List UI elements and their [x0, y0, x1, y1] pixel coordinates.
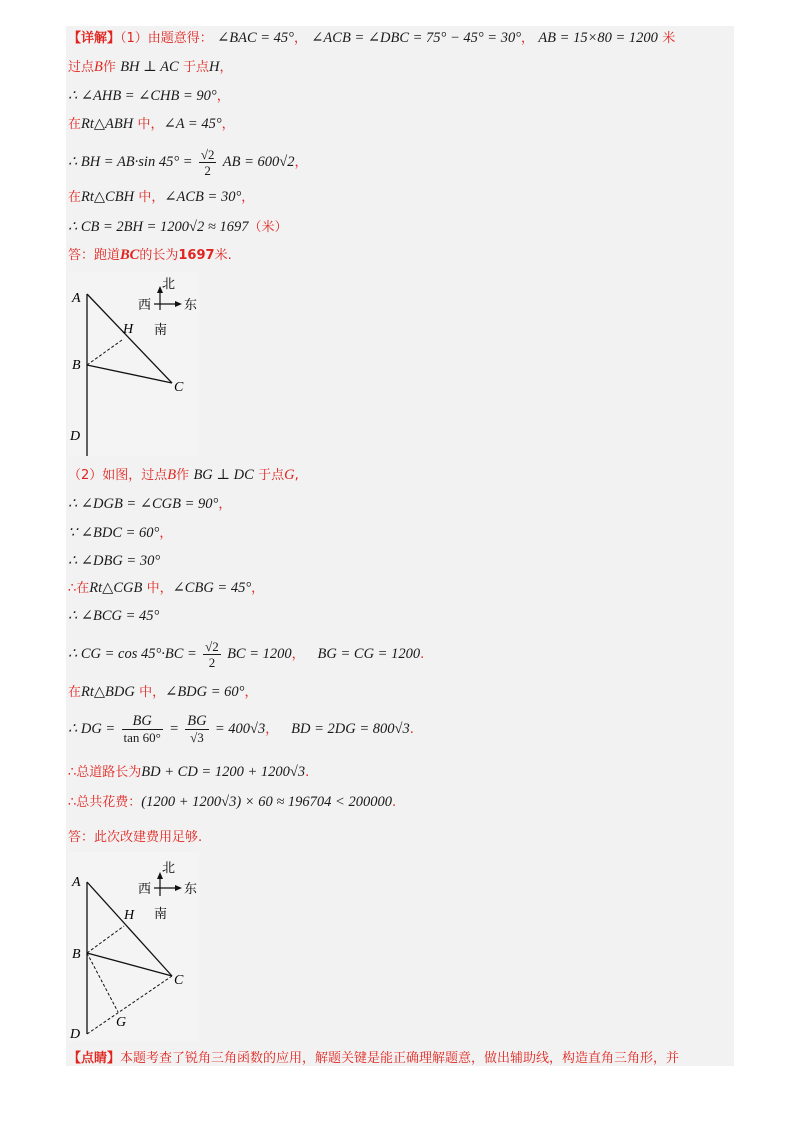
label-east: 东 — [184, 881, 198, 896]
label-C: C — [174, 380, 184, 395]
part1-line4: 在Rt△ABH 中，∠A = 45°， — [68, 116, 235, 132]
label-C: C — [174, 973, 184, 988]
label-D: D — [70, 1027, 81, 1042]
label-A: A — [72, 875, 81, 890]
part2-line4: ∴ ∠DBG = 30° — [68, 553, 161, 569]
label-south: 南 — [154, 322, 168, 337]
part1-line7: ∴ CB = 2BH = 1200√2 ≈ 1697（米） — [68, 219, 288, 235]
part1-line5: ∴ BH = AB·sin 45° = $\frac{√2}{2}$ AB = 600√2， — [68, 147, 308, 178]
label-north: 北 — [162, 276, 176, 291]
label-B: B — [72, 358, 81, 373]
part2-line2: ∴ ∠DGB = ∠CGB = 90°， — [68, 496, 232, 512]
label-H: H — [124, 908, 135, 923]
part2-line8: 在Rt△BDG 中，∠BDG = 60°， — [68, 684, 258, 700]
figure-1-svg — [68, 272, 199, 456]
figure-2-svg — [68, 852, 199, 1042]
part2-line5: ∴在Rt△CGB 中，∠CBG = 45°， — [68, 580, 265, 596]
label-H: H — [123, 322, 134, 337]
label-G: G — [116, 1015, 127, 1030]
label-D: D — [70, 429, 81, 444]
part2-line6: ∴ ∠BCG = 45° — [68, 608, 160, 624]
label-north: 北 — [162, 860, 176, 875]
label-west: 西 — [138, 297, 152, 312]
part2-line1: （2）如图，过点B作 BG ⊥ DC 于点G, — [68, 467, 299, 483]
part2-answer: 答：此次改建费用足够. — [68, 830, 203, 845]
review-line: 【点睛】本题考查了锐角三角函数的应用，解题关键是能正确理解题意，做出辅助线，构造直角三角形，并 — [68, 1051, 680, 1066]
part1-line1: 【详解】（1）由题意得： ∠BAC = 45°， ∠ACB = ∠DBC = 75° − 45° = 30°， AB = 15×80 = 1200 米 — [68, 30, 676, 46]
part2-line10: ∴总道路长为BD + CD = 1200 + 1200√3. — [68, 764, 310, 780]
figure-2 — [68, 852, 199, 1042]
part2-line9: ∴ DG = $\frac{BG}{\tan 60^\circ}$ = $\frac{BG}{√3}$ = 400√3， BD = 2DG = 800√3. — [68, 713, 414, 745]
label-A: A — [72, 291, 81, 306]
label-south: 南 — [154, 906, 168, 921]
part1-line3: ∴ ∠AHB = ∠CHB = 90°， — [68, 88, 230, 104]
label-west: 西 — [138, 881, 152, 896]
label-east: 东 — [184, 297, 198, 312]
label-B: B — [72, 947, 81, 962]
part1-line6: 在Rt△CBH 中，∠ACB = 30°， — [68, 189, 255, 205]
part2-line11: ∴总共花费：(1200 + 1200√3) × 60 ≈ 196704 < 200000. — [68, 794, 397, 810]
part1-answer: 答：跑道BC的长为1697米. — [68, 247, 232, 263]
figure-1 — [68, 272, 199, 456]
part2-line3: ∵ ∠BDC = 60°， — [68, 525, 173, 541]
part1-line2: 过点B作 BH ⊥ AC 于点H， — [68, 59, 233, 75]
part2-line7: ∴ CG = cos 45°·BC = $\frac{√2}{2}$ BC = 1200， BG = CG = 1200. — [68, 639, 425, 670]
